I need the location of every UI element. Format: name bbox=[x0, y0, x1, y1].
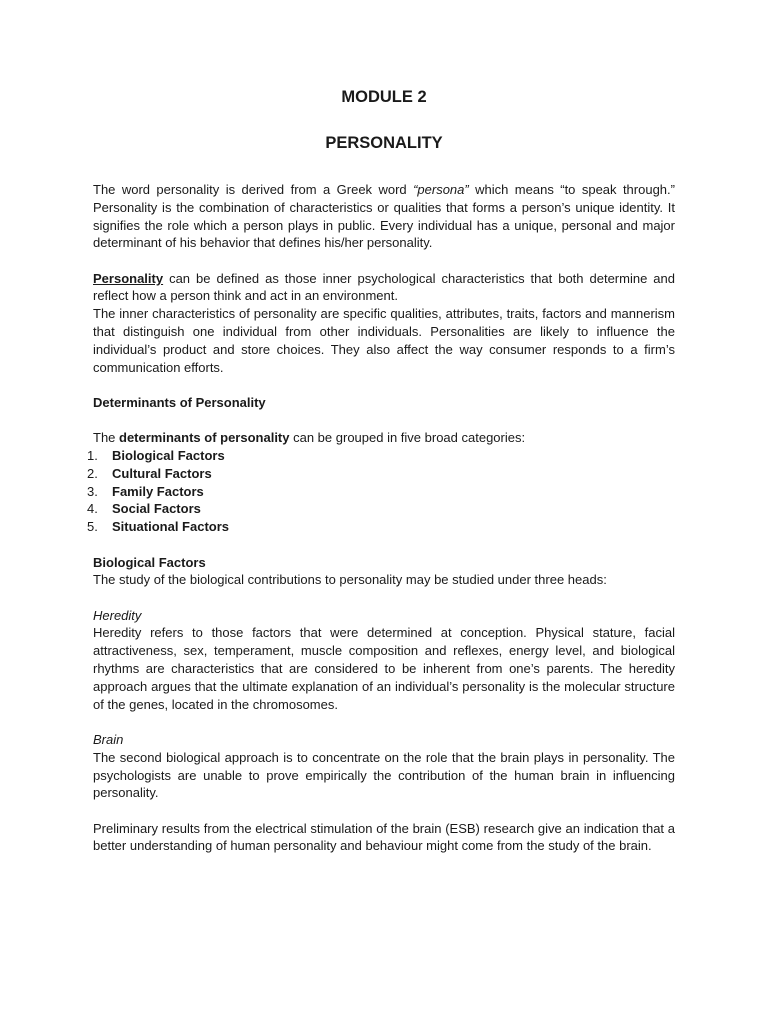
determinants-heading: Determinants of Personality bbox=[93, 394, 266, 410]
list-item: 3. Family Factors bbox=[87, 483, 204, 499]
brain-paragraph: The second biological approach is to concentrate on the role that the brain plays in personality. The psychologists are unable to prove empirically the contribution of the human brain in influencing personality. bbox=[93, 749, 675, 801]
definition-term: Personality bbox=[93, 270, 164, 286]
list-item: 1. Biological Factors bbox=[87, 448, 225, 464]
heredity-paragraph: Heredity refers to those factors that were determined at conception. Physical stature, facial attractiveness, sex, temperament, muscle composition and reflexes, energy level, and biological rhythms are characteristics that are considered to be inherent from one’s parents. The heredity approach argues that the ultimate explanation of an individual’s personality is the molecular structure of the genes, located in the chromosomes. bbox=[93, 625, 675, 712]
definition-paragraph: Personality can be defined as those inner psychological characteristics that both determine and reflect how a person think and act in an environment. bbox=[93, 270, 675, 304]
determinants-lead: The determinants of personality can be grouped in five broad categories: bbox=[93, 430, 526, 446]
esb-paragraph: Preliminary results from the electrical stimulation of the brain (ESB) research give an indication that a better understanding of human personality and behaviour might come from the study of the brain. bbox=[93, 820, 675, 854]
determinants-list bbox=[87, 447, 675, 536]
greek-word: “persona” bbox=[413, 182, 469, 197]
heredity-heading: Heredity bbox=[93, 607, 142, 623]
biological-paragraph: The study of the biological contributions to personality may be studied under three heads: bbox=[93, 572, 607, 588]
intro-paragraph: The word personality is derived from a Greek word “persona” which means “to speak through.” Personality is the combination of characteristics or qualities that forms a person’s unique identity. It signifies the role which a person plays in public. Every individual has a unique, personal and major determinant of his behavior that defines his/her personality. bbox=[93, 182, 675, 251]
list-item: 5. Situational Factors bbox=[87, 519, 230, 535]
document-page bbox=[87, 86, 675, 855]
brain-heading: Brain bbox=[93, 731, 124, 747]
list-item: 4. Social Factors bbox=[87, 501, 201, 517]
biological-heading: Biological Factors bbox=[93, 554, 206, 570]
chapter-title: PERSONALITY bbox=[325, 134, 443, 152]
list-item: 2. Cultural Factors bbox=[87, 465, 212, 481]
module-title: MODULE 2 bbox=[341, 88, 427, 106]
characteristics-paragraph: The inner characteristics of personality are specific qualities, attributes, traits, factors and mannerism that distinguish one individual from other individuals. Personalities are likely to influence the individual’s product and store choices. They also affect the way consumer responds to a firm’s communication efforts. bbox=[93, 306, 675, 375]
